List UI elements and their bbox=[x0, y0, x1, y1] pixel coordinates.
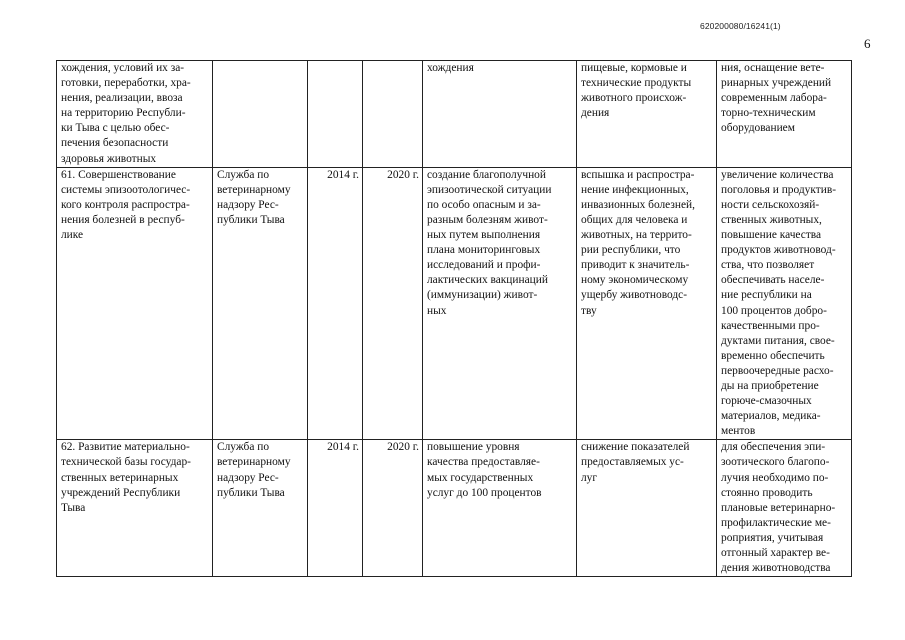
cell-text-line: луг bbox=[581, 471, 598, 484]
cell-end-year bbox=[363, 61, 423, 168]
cell-text-line: ности сельскохозяй- bbox=[721, 198, 820, 211]
cell-text-line: лучия необходимо по- bbox=[721, 471, 829, 484]
cell-end-year bbox=[363, 440, 423, 577]
cell-start-year bbox=[308, 167, 363, 440]
cell-link-to-indicators bbox=[717, 167, 852, 440]
cell-text-line: ветеринарному bbox=[217, 183, 291, 196]
cell-text-line: надзору Рес- bbox=[217, 198, 279, 211]
cell-measure bbox=[57, 440, 213, 577]
cell-text-line: ных bbox=[427, 304, 447, 317]
cell-text-line: рии республики, что bbox=[581, 244, 681, 257]
cell-text-line: 100 процентов добро- bbox=[721, 304, 827, 317]
cell-text-line: роприятия, учитывая bbox=[721, 531, 824, 544]
cell-text-line: ды на приобретение bbox=[721, 379, 819, 392]
cell-text-line: услуг до 100 процентов bbox=[427, 486, 542, 499]
document-id: 620200080/16241(1) bbox=[700, 21, 781, 31]
cell-text-line: мых государственных bbox=[427, 471, 534, 484]
cell-text-line: зоотического благопо- bbox=[721, 456, 830, 469]
cell-text-line: животного происхож- bbox=[581, 92, 687, 105]
cell-end-year bbox=[363, 167, 423, 440]
cell-text-line: печения безопасности bbox=[61, 137, 169, 150]
cell-text-line: обеспечивать населе- bbox=[721, 274, 825, 287]
cell-text-line: нения болезней в респуб- bbox=[61, 213, 185, 226]
cell-text-line: поголовья и продуктив- bbox=[721, 183, 836, 196]
cell-text-line: первоочередные расхо- bbox=[721, 364, 834, 377]
cell-text-line: учреждений Республики bbox=[61, 486, 181, 499]
cell-text-line: качества предоставляе- bbox=[427, 456, 540, 469]
cell-text-line: ственных ветеринарных bbox=[61, 471, 179, 484]
cell-text-line: создание благополучной bbox=[427, 168, 546, 181]
cell-text-line: 2020 г. bbox=[387, 441, 419, 454]
cell-text-line: 62. Развитие материально- bbox=[61, 441, 190, 454]
cell-text-line: лактических вакцинаций bbox=[427, 274, 548, 287]
cell-text-line: предоставляемых ус- bbox=[581, 456, 684, 469]
cell-text-line: материалов, медика- bbox=[721, 410, 821, 423]
cell-text-line: на территорию Республи- bbox=[61, 107, 186, 120]
cell-text-line: горюче-смазочных bbox=[721, 395, 812, 408]
cell-executor bbox=[213, 61, 308, 168]
cell-text-line: ние республики на bbox=[721, 289, 812, 302]
cell-expected-result bbox=[423, 440, 577, 577]
cell-text-line: Служба по bbox=[217, 441, 270, 454]
cell-text-line: системы эпизоотологичес- bbox=[61, 183, 191, 196]
cell-text-line: снижение показателей bbox=[581, 441, 690, 454]
cell-text-line: публики Тыва bbox=[217, 213, 285, 226]
cell-text-line: повышение качества bbox=[721, 229, 822, 242]
cell-risk bbox=[577, 167, 717, 440]
cell-text-line: технической базы государ- bbox=[61, 456, 191, 469]
cell-text-line: дения животноводства bbox=[721, 562, 831, 575]
cell-text-line: инвазионных болезней, bbox=[581, 198, 695, 211]
cell-text-line: 61. Совершенствование bbox=[61, 168, 176, 181]
cell-text-line: повышение уровня bbox=[427, 441, 520, 454]
cell-text-line: ства, что позволяет bbox=[721, 259, 815, 272]
cell-text-line: исследований и профи- bbox=[427, 259, 541, 272]
cell-text-line: готовки, переработки, хра- bbox=[61, 77, 191, 90]
cell-text-line: 2014 г. bbox=[327, 168, 359, 181]
cell-text-line: по особо опасным и за- bbox=[427, 198, 541, 211]
cell-text-line: здоровья животных bbox=[61, 152, 157, 165]
cell-risk bbox=[577, 440, 717, 577]
table-row bbox=[57, 61, 852, 168]
cell-text-line: эпизоотической ситуации bbox=[427, 183, 552, 196]
cell-text-line: ущербу животноводс- bbox=[581, 289, 688, 302]
table-row bbox=[57, 167, 852, 440]
cell-expected-result bbox=[423, 167, 577, 440]
cell-expected-result bbox=[423, 61, 577, 168]
cell-text-line: общих для человека и bbox=[581, 213, 688, 226]
cell-text-line: вспышка и распростра- bbox=[581, 168, 695, 181]
cell-text-line: стоянно проводить bbox=[721, 486, 813, 499]
measures-table bbox=[56, 60, 852, 577]
cell-text-line: хождения, условий их за- bbox=[61, 62, 185, 74]
cell-link-to-indicators bbox=[717, 440, 852, 577]
cell-text-line: публики Тыва bbox=[217, 486, 285, 499]
cell-text-line: Служба по bbox=[217, 168, 270, 181]
cell-text-line: ственных животных, bbox=[721, 213, 822, 226]
cell-text-line: ринарных учреждений bbox=[721, 77, 832, 90]
cell-text-line: для обеспечения эпи- bbox=[721, 441, 826, 454]
cell-text-line: временно обеспечить bbox=[721, 349, 825, 362]
table-row bbox=[57, 440, 852, 577]
cell-text-line: дуктами питания, свое- bbox=[721, 334, 835, 347]
cell-text-line: плана мониторинговых bbox=[427, 244, 541, 257]
cell-text-line: (иммунизации) живот- bbox=[427, 289, 538, 302]
cell-executor bbox=[213, 167, 308, 440]
cell-text-line: плановые ветеринарно- bbox=[721, 501, 836, 514]
cell-start-year bbox=[308, 440, 363, 577]
page-number: 6 bbox=[864, 36, 871, 51]
cell-text-line: торно-техническим bbox=[721, 107, 816, 120]
cell-text-line: пищевые, кормовые и bbox=[581, 62, 687, 74]
cell-text-line: ния, оснащение вете- bbox=[721, 62, 825, 74]
cell-text-line: увеличение количества bbox=[721, 168, 834, 181]
cell-text-line: качественными про- bbox=[721, 319, 820, 332]
cell-text-line: профилактические ме- bbox=[721, 516, 831, 529]
cell-link-to-indicators bbox=[717, 61, 852, 168]
cell-text-line: ному экономическому bbox=[581, 274, 689, 287]
cell-text-line: ментов bbox=[721, 425, 756, 438]
cell-text-line: ки Тыва с целью обес- bbox=[61, 122, 170, 135]
cell-text-line: лике bbox=[61, 229, 84, 242]
cell-text-line: приводит к значитель- bbox=[581, 259, 690, 272]
cell-text-line: современным лабора- bbox=[721, 92, 827, 105]
cell-text-line: 2014 г. bbox=[327, 441, 359, 454]
cell-text-line: нение инфекционных, bbox=[581, 183, 689, 196]
cell-measure bbox=[57, 167, 213, 440]
cell-text-line: дения bbox=[581, 107, 610, 120]
cell-measure bbox=[57, 61, 213, 168]
cell-executor bbox=[213, 440, 308, 577]
cell-text-line: оборудованием bbox=[721, 122, 795, 135]
cell-text-line: животных, на террито- bbox=[581, 229, 692, 242]
cell-text-line: надзору Рес- bbox=[217, 471, 279, 484]
cell-risk bbox=[577, 61, 717, 168]
cell-text-line: хождения bbox=[427, 62, 474, 74]
cell-text-line: 2020 г. bbox=[387, 168, 419, 181]
cell-text-line: нения, реализации, ввоза bbox=[61, 92, 183, 105]
cell-text-line: технические продукты bbox=[581, 77, 692, 90]
cell-text-line: ветеринарному bbox=[217, 456, 291, 469]
cell-text-line: разным болезням живот- bbox=[427, 213, 548, 226]
cell-text-line: кого контроля распростра- bbox=[61, 198, 190, 211]
cell-text-line: отгонный характер ве- bbox=[721, 547, 830, 559]
cell-text-line: тву bbox=[581, 304, 597, 317]
cell-start-year bbox=[308, 61, 363, 168]
cell-text-line: Тыва bbox=[61, 501, 86, 514]
cell-text-line: ных путем выполнения bbox=[427, 229, 541, 242]
cell-text-line: продуктов животновод- bbox=[721, 244, 836, 257]
